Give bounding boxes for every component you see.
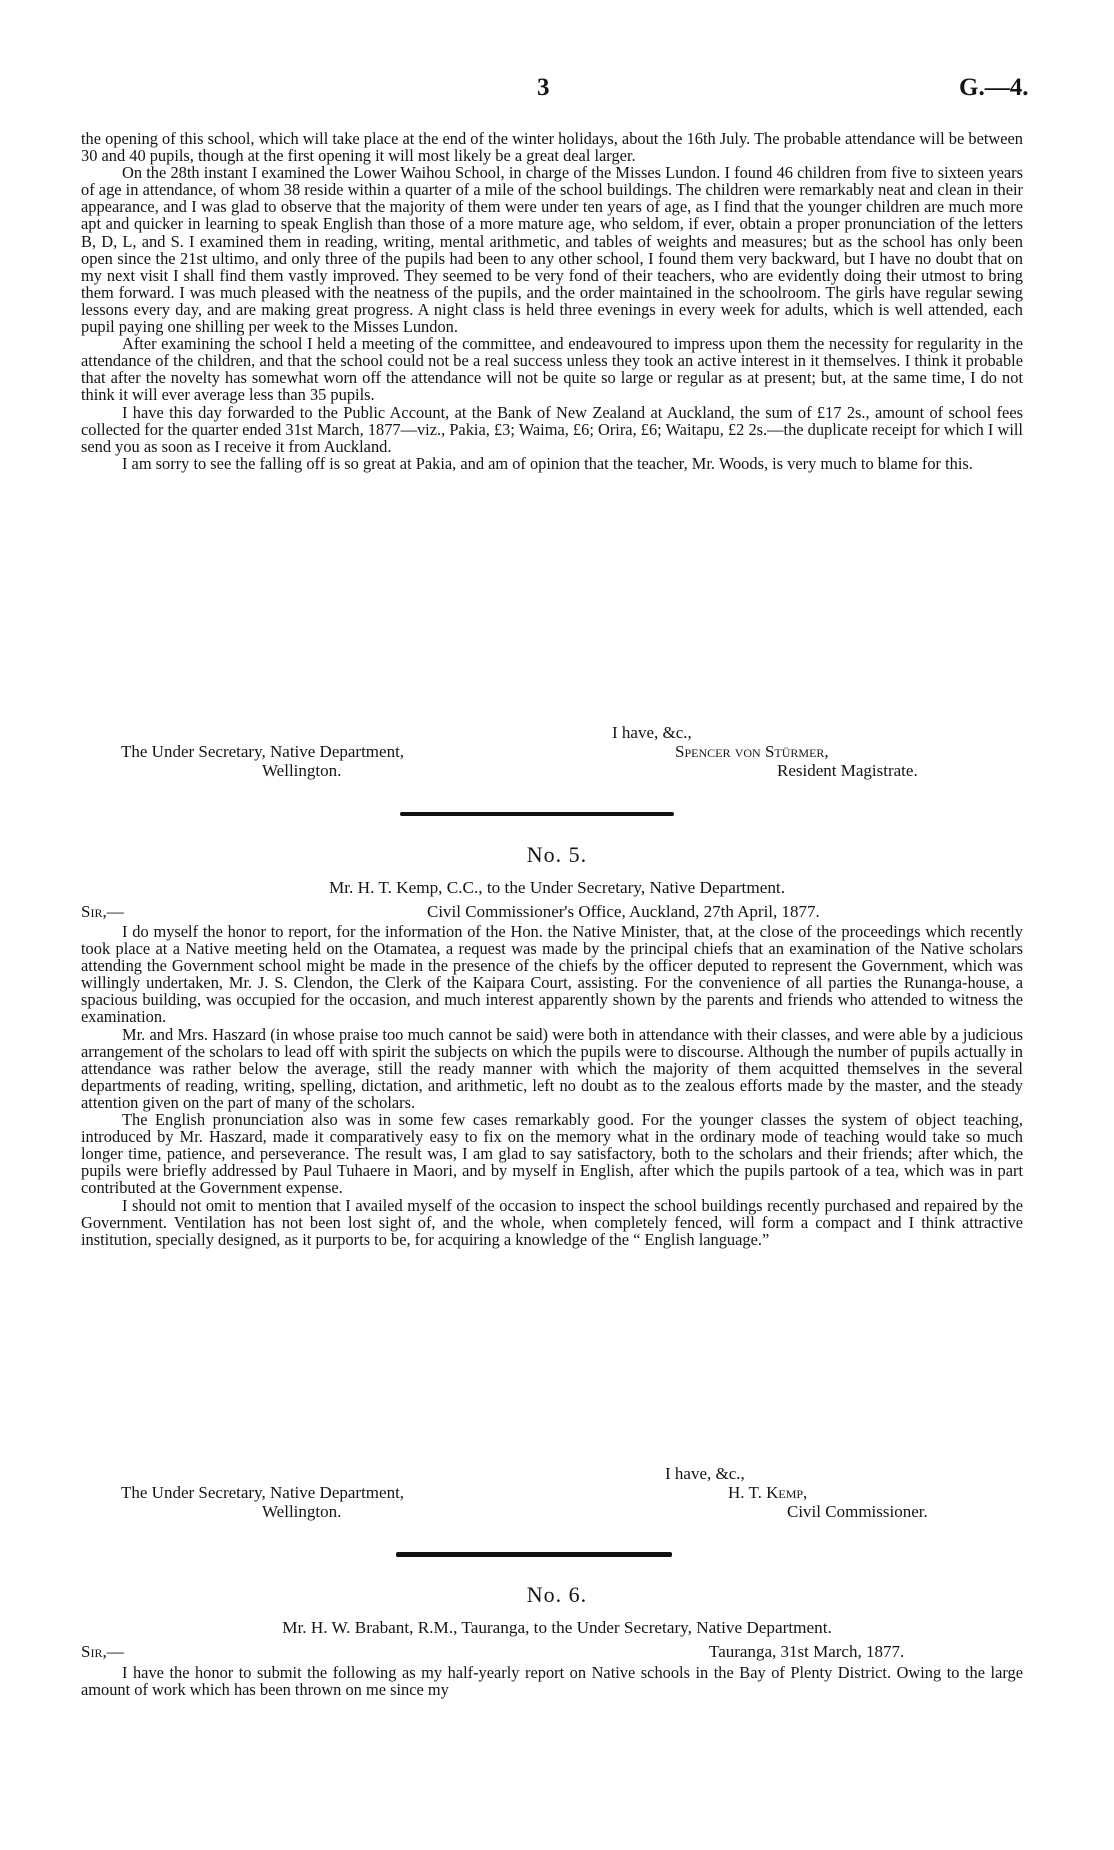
letter5-heading: No. 5. xyxy=(526,842,588,867)
paragraph: I have the honor to submit the following as my half-yearly report on Native schools in the Bay of Plenty District. Owing to the large amount of work which has been thrown on me since my xyxy=(81,1663,1023,1700)
closing: I have, &c., xyxy=(665,1464,745,1483)
paragraph: On the 28th instant I examined the Lower Waihou School, in charge of the Misses Lundon. I found 46 children from five to sixteen years of age in attendance, of whom 38 reside within a quarter of a mile of the school buildings. The children were remarkably neat and clean in their appearance, and I was glad to observe that the majority of them were under ten years of age, as I find that the younger children are much more apt and quicker in learning to speak English than those of a more mature age, who seldom, if ever, obtain a proper pronunciation of the letters B, D, L, and S. I examined them in reading, writing, mental arithmetic, and tables of weights and measures; but as the school has only been open since the 21st ultimo, and only three of the pupils had been to any other school, I found them very backward, but I have no doubt that on my next visit I shall find them vastly improved. They seemed to be very fond of their teachers, who are evidently doing their utmost to bring them forward. I was much pleased with the neatness of the pupils, and the order maintained in the schoolroom. The girls have regular sewing lessons every day, and are making great progress. A night class is held three evenings in every week for adults, which is well attended, each pupil paying one shilling per week to the Misses Lundon. xyxy=(81,163,1023,337)
addressee-city: Wellington. xyxy=(262,1502,342,1521)
section-divider xyxy=(396,1552,672,1557)
letter4-body xyxy=(81,130,1023,472)
salutation: Sir,— xyxy=(81,902,124,921)
paragraph: The English pronunciation also was in some few cases remarkably good. For the younger classes the system of object teaching, introduced by Mr. Haszard, made it comparatively easy to fix on the memory what in the ordinary mode of teaching would take so much longer time, patience, and perseverance. The result was, I am glad to say satisfactory, both to the scholars and their friends; after which, the pupils were briefly addressed by Paul Tuhaere in Maori, and by myself in English, after which the pupils partook of a tea, which was in part contributed at the Government expense. xyxy=(81,1110,1023,1198)
paragraph: the opening of this school, which will take place at the end of the winter holidays, about the 16th July. The probable attendance will be between 30 and 40 pupils, though at the first opening it will most likely be a great deal larger. xyxy=(81,129,1023,166)
letter5-salutation-row xyxy=(81,902,1023,922)
place-date: Tauranga, 31st March, 1877. xyxy=(709,1642,905,1661)
document-reference: G.—4. xyxy=(959,74,1029,101)
signatory-title: Civil Commissioner. xyxy=(787,1502,928,1521)
paragraph: I have this day forwarded to the Public Account, at the Bank of New Zealand at Auckland, the sum of £17 2s., amount of school fees collected for the quarter ended 31st March, 1877—viz., Pakia, £3; Waima, £6; Orira, £6; Waitapu, £2 2s.—the duplicate receipt for which I will send you as soon as I receive it from Auckland. xyxy=(81,402,1023,456)
letter5-from-line: Mr. H. T. Kemp, C.C., to the Under Secretary, Native Department. xyxy=(329,878,785,897)
page-number: 3 xyxy=(537,74,550,101)
letter4-signature-block xyxy=(81,723,1023,780)
addressee: The Under Secretary, Native Department, xyxy=(121,742,405,761)
letter6-salutation-row xyxy=(81,1642,1023,1662)
paragraph: After examining the school I held a meeting of the committee, and endeavoured to impress upon them the necessity for regularity in the attendance of the children, and that the school could not be a real success unless they took an active interest in it themselves. I think it probable that after the novelty has somewhat worn off the attendance will not be quite so large or regular as at present; but, at the same time, I do not think it will ever average less than 35 pupils. xyxy=(81,334,1023,405)
letter6-heading: No. 6. xyxy=(526,1582,588,1607)
paragraph: I should not omit to mention that I availed myself of the occasion to inspect the school buildings recently purchased and repaired by the Government. Ventilation has not been lost sight of, and the whole, when completely fenced, will form a compact and I think attractive institution, specially designed, as it purports to be, for acquiring a knowledge of the “ English language.” xyxy=(81,1195,1023,1249)
salutation: Sir,— xyxy=(81,1642,124,1661)
letter6-from-line: Mr. H. W. Brabant, R.M., Tauranga, to the Under Secretary, Native Department. xyxy=(282,1618,832,1637)
paragraph: Mr. and Mrs. Haszard (in whose praise too much cannot be said) were both in attendance with their classes, and were able by a judicious arrangement of the scholars to lead off with spirit the subjects on which the pupils were to discourse. Although the number of pupils actually in attendance was rather below the average, still the ready manner with which the majority of them acquitted themselves in the several departments of reading, writing, spelling, dictation, and arithmetic, left no doubt as to the zealous efforts made by the master, and the steady attention given on the part of many of the scholars. xyxy=(81,1024,1023,1112)
signatory-name: H. T. Kemp, xyxy=(728,1483,808,1502)
section-divider xyxy=(400,812,674,816)
addressee: The Under Secretary, Native Department, xyxy=(121,1483,405,1502)
letter5-signature-block xyxy=(81,1464,1023,1521)
paragraph: I am sorry to see the falling off is so great at Pakia, and am of opinion that the teacher, Mr. Woods, is very much to blame for this. xyxy=(122,453,973,473)
addressee-city: Wellington. xyxy=(262,761,342,780)
signatory-name: Spencer von Stürmer, xyxy=(675,742,829,761)
place-date: Civil Commissioner's Office, Auckland, 27th April, 1877. xyxy=(427,902,820,921)
letter5-body xyxy=(81,923,1023,1248)
signatory-title: Resident Magistrate. xyxy=(777,761,918,780)
paragraph: I do myself the honor to report, for the information of the Hon. the Native Minister, that, at the close of the proceedings which recently took place at a Native meeting held on the Otamatea, a request was made by the principal chiefs that an examination of the Native scholars attending the Government school might be made in the presence of the chiefs by the officer deputed to represent the Government, which was willingly undertaken, Mr. J. S. Clendon, the Clerk of the Kaipara Court, assisting. For the convenience of all parties the Runanga-house, a spacious building, was occupied for the occasion, and much interest apparently shown by the parents and friends who attended to witness the examination. xyxy=(81,922,1023,1027)
closing: I have, &c., xyxy=(612,723,692,742)
letter6-body xyxy=(81,1664,1023,1698)
